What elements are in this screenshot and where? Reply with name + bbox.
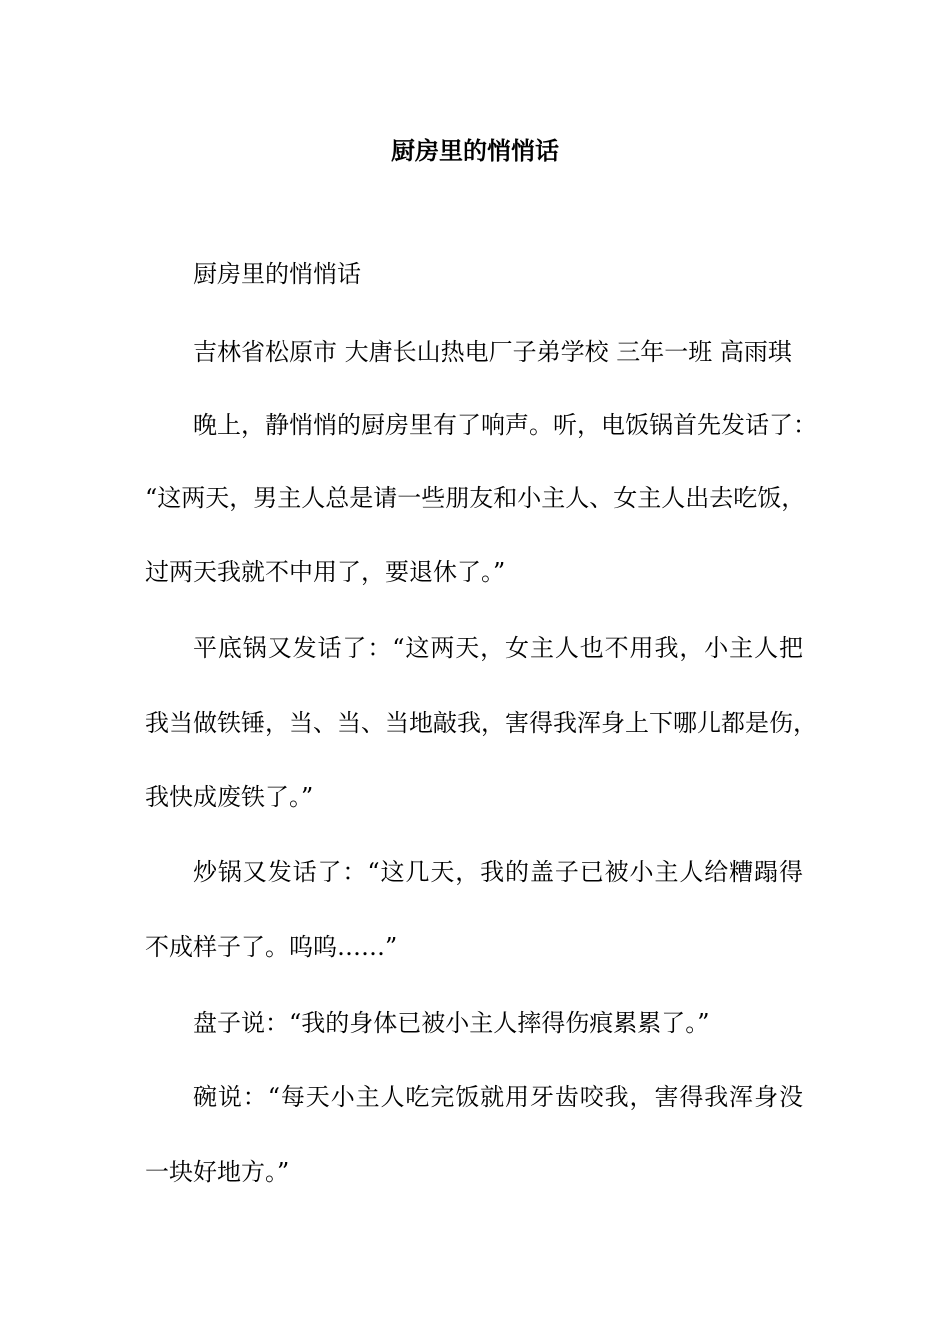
document-title: 厨房里的悄悄话 (391, 136, 559, 165)
paragraph-line-9: 炒锅又发话了：“这几天，我的盖子已被小主人给糟蹋得 (193, 858, 803, 886)
paragraph-line-13: 一块好地方。” (145, 1158, 290, 1186)
paragraph-line-10: 不成样子了。呜呜……” (145, 933, 398, 961)
paragraph-line-4: “这两天，男主人总是请一些朋友和小主人、女主人出去吃饭， (145, 484, 806, 512)
paragraph-line-7: 我当做铁锤，当、当、当地敲我，害得我浑身上下哪儿都是伤， (145, 709, 817, 737)
paragraph-line-2: 吉林省松原市 大唐长山热电厂子弟学校 三年一班 高雨琪 (193, 338, 792, 366)
paragraph-line-6: 平底锅又发话了：“这两天，女主人也不用我，小主人把 (193, 634, 803, 662)
paragraph-line-1: 厨房里的悄悄话 (193, 260, 361, 288)
paragraph-line-11: 盘子说：“我的身体已被小主人摔得伤痕累累了。” (193, 1009, 710, 1037)
paragraph-line-12: 碗说：“每天小主人吃完饭就用牙齿咬我，害得我浑身没 (193, 1083, 803, 1111)
paragraph-line-5: 过两天我就不中用了，要退休了。” (145, 558, 506, 586)
paragraph-line-3: 晚上，静悄悄的厨房里有了响声。听，电饭锅首先发话了： (193, 411, 817, 439)
paragraph-line-8: 我快成废铁了。” (145, 783, 314, 811)
